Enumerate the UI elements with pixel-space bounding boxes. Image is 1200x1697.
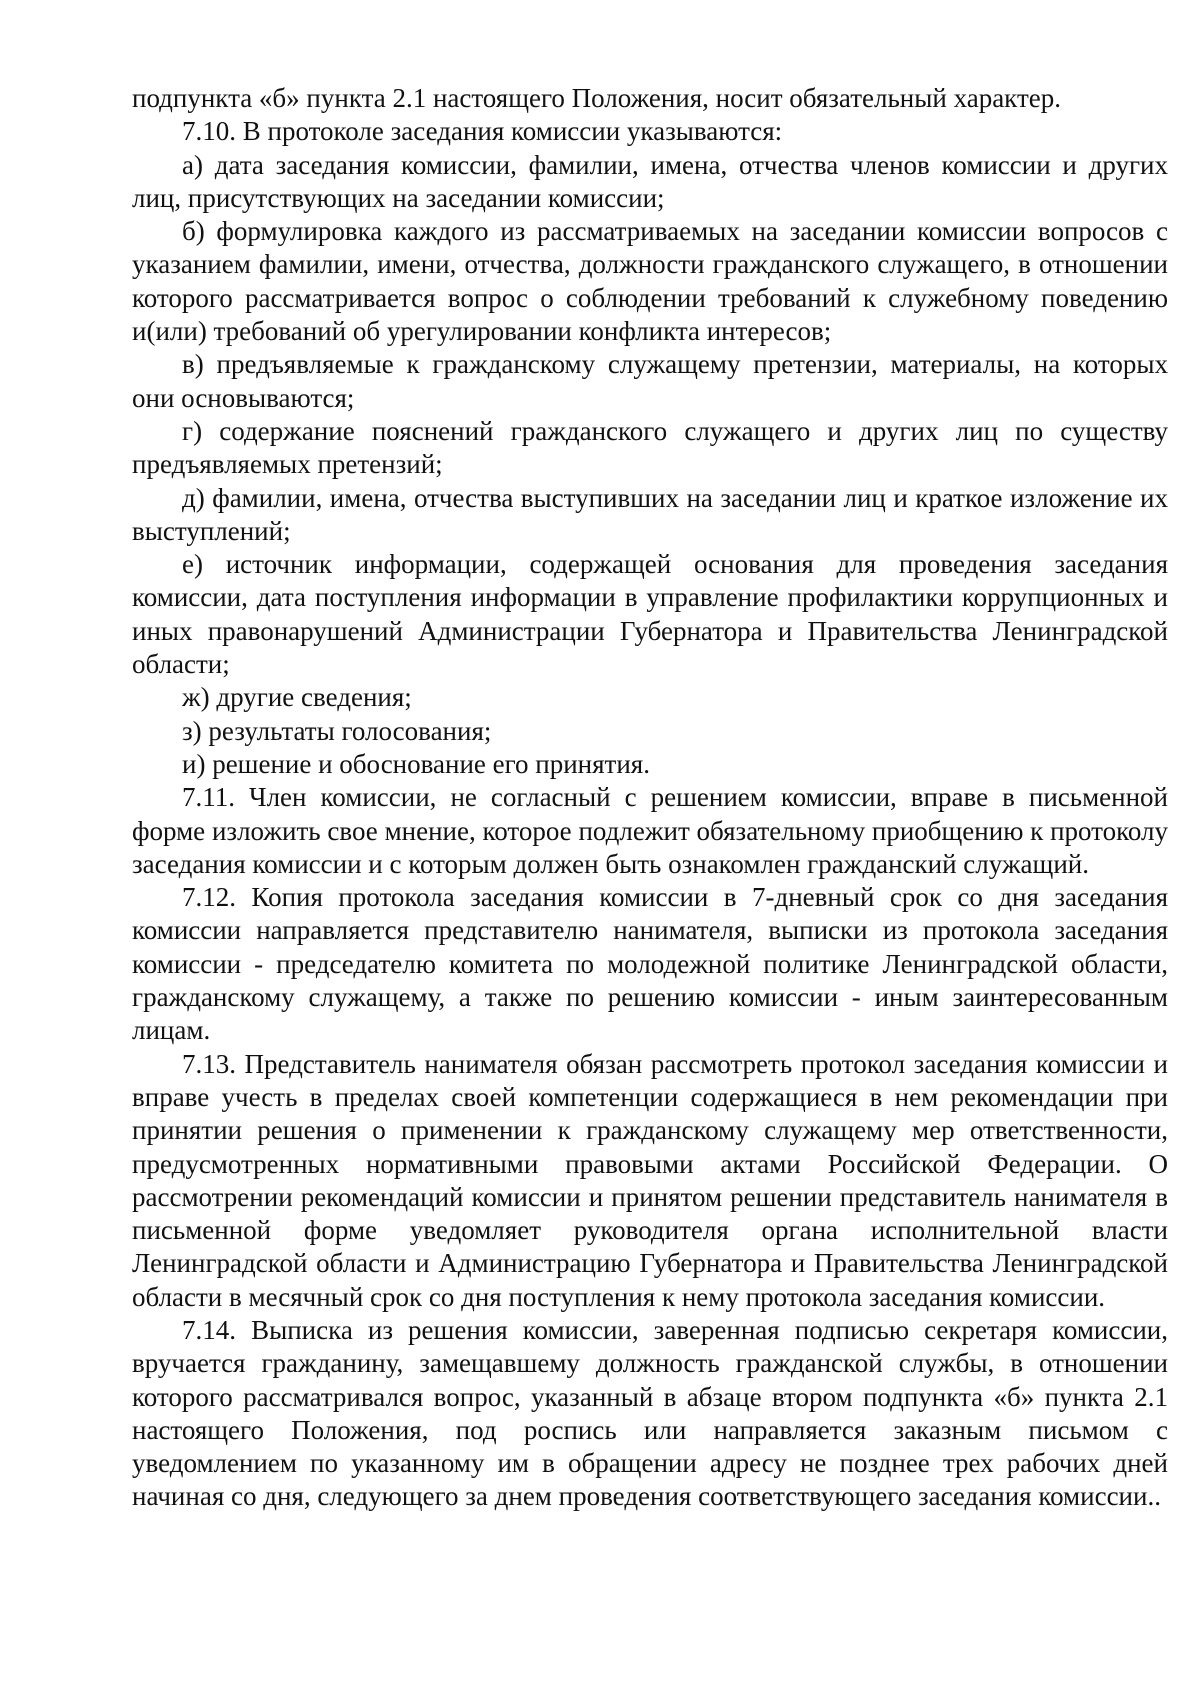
list-item-z: з) результаты голосования; <box>182 715 492 746</box>
list-item-zh: ж) другие сведения; <box>182 682 412 713</box>
paragraph-continuation: подпункта «б» пункта 2.1 настоящего Положения, носит обязательный характер. <box>132 83 1061 113</box>
paragraph-7-12: 7.12. Копия протокола заседания комиссии в 7-дневный срок со дня заседания комиссии направляется представителю нанимателя, выписки из протокола заседания комиссии - председателю комитета по молодежной политике Ленинградской области, гражданскому служащему, а также по решению комиссии - иным заинтересованным лицам. <box>132 882 1168 1046</box>
list-item-i: и) решение и обоснование его принятия. <box>182 748 650 779</box>
list-item-e: е) источник информации, содержащей основания для проведения заседания комиссии, дата поступления информации в управление профилактики коррупционных и иных правонарушений Администрации Губернатора и Правительства Ленинградской области; <box>132 549 1168 680</box>
list-item-b: б) формулировка каждого из рассматриваемых на заседании комиссии вопросов с указанием фамилии, имени, отчества, должности гражданского служащего, в отношении которого рассматривается вопрос о соблюдении требований к служебному поведению и(или) требований об урегулировании конфликта интересов; <box>132 216 1168 347</box>
list-item-d: д) фамилии, имена, отчества выступивших на заседании лиц и краткое изложение их выступлений; <box>132 482 1168 546</box>
list-item-a: а) дата заседания комиссии, фамилии, имена, отчества членов комиссии и других лиц, присутствующих на заседании комиссии; <box>132 149 1168 213</box>
paragraph-7-14: 7.14. Выписка из решения комиссии, заверенная подписью секретаря комиссии, вручается гражданину, замещавшему должность гражданской службы, в отношении которого рассматривался вопрос, указанный в абзаце втором подпункта «б» пункта 2.1 настоящего Положения, под роспись или направляется заказным письмом с уведомлением по указанному им в обращении адресу не позднее трех рабочих дней начиная со дня, следующего за днем проведения соответствующего заседания комиссии.. <box>132 1314 1168 1512</box>
paragraph-7-11: 7.11. Член комиссии, не согласный с решением комиссии, вправе в письменной форме изложить свое мнение, которое подлежит обязательному приобщению к протоколу заседания комиссии и с которым должен быть ознакомлен гражданский служащий. <box>132 782 1168 879</box>
document-body <box>132 82 1168 1514</box>
paragraph-7-13: 7.13. Представитель нанимателя обязан рассмотреть протокол заседания комиссии и вправе учесть в пределах своей компетенции содержащиеся в нем рекомендации при принятии решения о применении к гражданскому служащему мер ответственности, предусмотренных нормативными правовыми актами Российской Федерации. О рассмотрении рекомендаций комиссии и принятом решении представитель нанимателя в письменной форме уведомляет руководителя органа исполнительной власти Ленинградской области и Администрацию Губернатора и Правительства Ленинградской области в месячный срок со дня поступления к нему протокола заседания комиссии. <box>132 1048 1168 1312</box>
paragraph-7-10: 7.10. В протоколе заседания комиссии указываются: <box>182 116 783 147</box>
list-item-g: г) содержание пояснений гражданского служащего и других лиц по существу предъявляемых претензий; <box>132 415 1168 480</box>
list-item-v: в) предъявляемые к гражданскому служащему претензии, материалы, на которых они основываются; <box>132 349 1168 413</box>
